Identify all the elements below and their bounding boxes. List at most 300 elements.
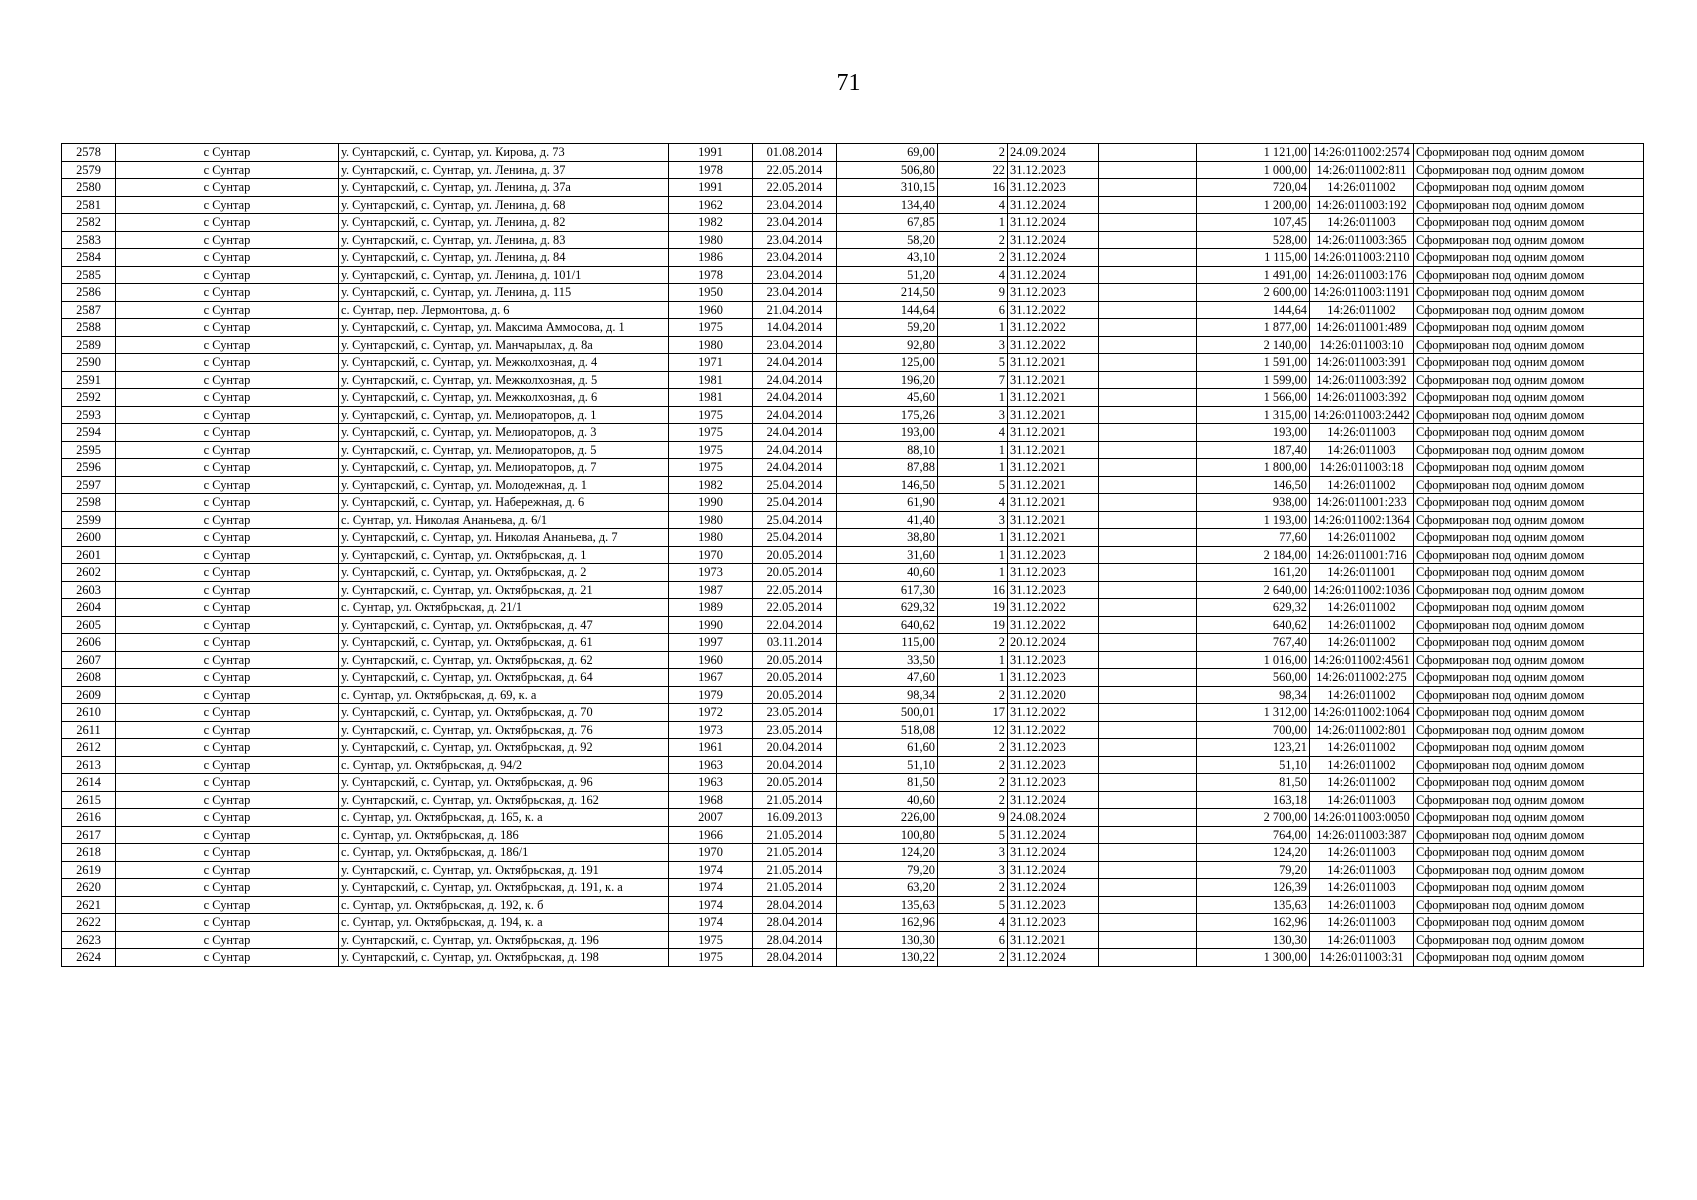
year-built-cell: 1982 (669, 214, 753, 232)
land-area-cell: 720,04 (1197, 179, 1310, 197)
year-built-cell: 1981 (669, 371, 753, 389)
area-cell: 500,01 (837, 704, 938, 722)
row-number: 2605 (62, 616, 116, 634)
address-cell: у. Сунтарский, с. Сунтар, ул. Мелиораторов, д. 3 (339, 424, 669, 442)
registration-date-cell: 24.04.2014 (753, 389, 837, 407)
empty-cell (1099, 826, 1197, 844)
status-cell: Сформирован под одним домом (1414, 301, 1644, 319)
year-built-cell: 1975 (669, 441, 753, 459)
cadastral-number-cell: 14:26:011003 (1310, 441, 1414, 459)
year-built-cell: 1970 (669, 546, 753, 564)
area-cell: 58,20 (837, 231, 938, 249)
registration-date-cell: 24.04.2014 (753, 459, 837, 477)
cadastral-number-cell: 14:26:011002 (1310, 476, 1414, 494)
empty-cell (1099, 231, 1197, 249)
address-cell: с. Сунтар, ул. Октябрьская, д. 192, к. б (339, 896, 669, 914)
registration-date-cell: 20.04.2014 (753, 756, 837, 774)
land-area-cell: 146,50 (1197, 476, 1310, 494)
empty-cell (1099, 441, 1197, 459)
address-cell: у. Сунтарский, с. Сунтар, ул. Октябрьская, д. 76 (339, 721, 669, 739)
registration-date-cell: 20.05.2014 (753, 686, 837, 704)
cadastral-number-cell: 14:26:011003:192 (1310, 196, 1414, 214)
settlement-cell: с Сунтар (116, 791, 339, 809)
table-row (62, 336, 1644, 354)
area-cell: 617,30 (837, 581, 938, 599)
deadline-cell: 31.12.2023 (1008, 581, 1099, 599)
area-cell: 130,22 (837, 949, 938, 967)
row-number: 2597 (62, 476, 116, 494)
units-cell: 1 (938, 669, 1008, 687)
deadline-cell: 31.12.2020 (1008, 686, 1099, 704)
address-cell: у. Сунтарский, с. Сунтар, ул. Молодежная, д. 1 (339, 476, 669, 494)
settlement-cell: с Сунтар (116, 389, 339, 407)
deadline-cell: 31.12.2023 (1008, 739, 1099, 757)
area-cell: 506,80 (837, 161, 938, 179)
area-cell: 40,60 (837, 564, 938, 582)
units-cell: 9 (938, 284, 1008, 302)
registration-date-cell: 23.05.2014 (753, 721, 837, 739)
cadastral-number-cell: 14:26:011003 (1310, 896, 1414, 914)
land-area-cell: 560,00 (1197, 669, 1310, 687)
registration-date-cell: 03.11.2014 (753, 634, 837, 652)
cadastral-number-cell: 14:26:011003:365 (1310, 231, 1414, 249)
cadastral-number-cell: 14:26:011003 (1310, 861, 1414, 879)
table-row (62, 301, 1644, 319)
land-area-cell: 528,00 (1197, 231, 1310, 249)
area-cell: 134,40 (837, 196, 938, 214)
address-cell: у. Сунтарский, с. Сунтар, ул. Мелиораторов, д. 7 (339, 459, 669, 477)
cadastral-number-cell: 14:26:011003 (1310, 791, 1414, 809)
land-area-cell: 135,63 (1197, 896, 1310, 914)
cadastral-number-cell: 14:26:011003 (1310, 424, 1414, 442)
address-cell: у. Сунтарский, с. Сунтар, ул. Октябрьская, д. 162 (339, 791, 669, 809)
empty-cell (1099, 336, 1197, 354)
units-cell: 3 (938, 511, 1008, 529)
empty-cell (1099, 949, 1197, 967)
year-built-cell: 1975 (669, 406, 753, 424)
empty-cell (1099, 739, 1197, 757)
units-cell: 22 (938, 161, 1008, 179)
deadline-cell: 24.09.2024 (1008, 144, 1099, 162)
table-row (62, 371, 1644, 389)
registration-date-cell: 20.05.2014 (753, 669, 837, 687)
table-row (62, 476, 1644, 494)
year-built-cell: 1960 (669, 651, 753, 669)
registration-date-cell: 23.04.2014 (753, 196, 837, 214)
land-area-cell: 1 599,00 (1197, 371, 1310, 389)
empty-cell (1099, 756, 1197, 774)
units-cell: 1 (938, 459, 1008, 477)
settlement-cell: с Сунтар (116, 686, 339, 704)
empty-cell (1099, 651, 1197, 669)
area-cell: 87,88 (837, 459, 938, 477)
deadline-cell: 31.12.2023 (1008, 284, 1099, 302)
units-cell: 17 (938, 704, 1008, 722)
empty-cell (1099, 914, 1197, 932)
status-cell: Сформирован под одним домом (1414, 371, 1644, 389)
registration-date-cell: 22.05.2014 (753, 581, 837, 599)
land-area-cell: 2 640,00 (1197, 581, 1310, 599)
units-cell: 16 (938, 581, 1008, 599)
table-row (62, 581, 1644, 599)
deadline-cell: 31.12.2024 (1008, 879, 1099, 897)
table-row (62, 686, 1644, 704)
address-cell: у. Сунтарский, с. Сунтар, ул. Октябрьская, д. 92 (339, 739, 669, 757)
deadline-cell: 31.12.2021 (1008, 494, 1099, 512)
registration-date-cell: 01.08.2014 (753, 144, 837, 162)
cadastral-number-cell: 14:26:011003:391 (1310, 354, 1414, 372)
row-number: 2614 (62, 774, 116, 792)
area-cell: 640,62 (837, 616, 938, 634)
settlement-cell: с Сунтар (116, 161, 339, 179)
status-cell: Сформирован под одним домом (1414, 721, 1644, 739)
area-cell: 45,60 (837, 389, 938, 407)
row-number: 2609 (62, 686, 116, 704)
units-cell: 2 (938, 774, 1008, 792)
status-cell: Сформирован под одним домом (1414, 599, 1644, 617)
deadline-cell: 31.12.2021 (1008, 371, 1099, 389)
settlement-cell: с Сунтар (116, 459, 339, 477)
cadastral-number-cell: 14:26:011002:811 (1310, 161, 1414, 179)
empty-cell (1099, 424, 1197, 442)
status-cell: Сформирован под одним домом (1414, 249, 1644, 267)
area-cell: 135,63 (837, 896, 938, 914)
table-row (62, 389, 1644, 407)
land-area-cell: 1 200,00 (1197, 196, 1310, 214)
empty-cell (1099, 161, 1197, 179)
deadline-cell: 31.12.2023 (1008, 896, 1099, 914)
year-built-cell: 1982 (669, 476, 753, 494)
deadline-cell: 31.12.2022 (1008, 721, 1099, 739)
year-built-cell: 1975 (669, 949, 753, 967)
land-area-cell: 163,18 (1197, 791, 1310, 809)
settlement-cell: с Сунтар (116, 704, 339, 722)
land-area-cell: 98,34 (1197, 686, 1310, 704)
year-built-cell: 1991 (669, 144, 753, 162)
deadline-cell: 31.12.2024 (1008, 861, 1099, 879)
registration-date-cell: 23.04.2014 (753, 214, 837, 232)
land-area-cell: 162,96 (1197, 914, 1310, 932)
address-cell: у. Сунтарский, с. Сунтар, ул. Ленина, д. 37а (339, 179, 669, 197)
units-cell: 2 (938, 756, 1008, 774)
empty-cell (1099, 861, 1197, 879)
table-row (62, 249, 1644, 267)
empty-cell (1099, 599, 1197, 617)
cadastral-number-cell: 14:26:011001:489 (1310, 319, 1414, 337)
year-built-cell: 1978 (669, 266, 753, 284)
area-cell: 310,15 (837, 179, 938, 197)
land-area-cell: 1 121,00 (1197, 144, 1310, 162)
empty-cell (1099, 266, 1197, 284)
row-number: 2615 (62, 791, 116, 809)
year-built-cell: 1989 (669, 599, 753, 617)
cadastral-number-cell: 14:26:011003 (1310, 879, 1414, 897)
status-cell: Сформирован под одним домом (1414, 494, 1644, 512)
year-built-cell: 1997 (669, 634, 753, 652)
registration-date-cell: 20.04.2014 (753, 739, 837, 757)
year-built-cell: 1961 (669, 739, 753, 757)
land-area-cell: 1 016,00 (1197, 651, 1310, 669)
year-built-cell: 1990 (669, 616, 753, 634)
status-cell: Сформирован под одним домом (1414, 756, 1644, 774)
status-cell: Сформирован под одним домом (1414, 529, 1644, 547)
address-cell: у. Сунтарский, с. Сунтар, ул. Межколхозная, д. 5 (339, 371, 669, 389)
empty-cell (1099, 581, 1197, 599)
area-cell: 47,60 (837, 669, 938, 687)
deadline-cell: 31.12.2021 (1008, 511, 1099, 529)
units-cell: 7 (938, 371, 1008, 389)
cadastral-number-cell: 14:26:011003 (1310, 214, 1414, 232)
page-number: 71 (836, 70, 861, 96)
units-cell: 4 (938, 266, 1008, 284)
year-built-cell: 1975 (669, 459, 753, 477)
area-cell: 214,50 (837, 284, 938, 302)
empty-cell (1099, 179, 1197, 197)
land-area-cell: 107,45 (1197, 214, 1310, 232)
row-number: 2581 (62, 196, 116, 214)
area-cell: 175,26 (837, 406, 938, 424)
status-cell: Сформирован под одним домом (1414, 179, 1644, 197)
area-cell: 51,20 (837, 266, 938, 284)
status-cell: Сформирован под одним домом (1414, 879, 1644, 897)
address-cell: у. Сунтарский, с. Сунтар, ул. Октябрьская, д. 96 (339, 774, 669, 792)
settlement-cell: с Сунтар (116, 179, 339, 197)
row-number: 2590 (62, 354, 116, 372)
land-area-cell: 1 193,00 (1197, 511, 1310, 529)
empty-cell (1099, 284, 1197, 302)
settlement-cell: с Сунтар (116, 546, 339, 564)
row-number: 2584 (62, 249, 116, 267)
deadline-cell: 31.12.2022 (1008, 301, 1099, 319)
status-cell: Сформирован под одним домом (1414, 161, 1644, 179)
address-cell: у. Сунтарский, с. Сунтар, ул. Октябрьская, д. 70 (339, 704, 669, 722)
address-cell: у. Сунтарский, с. Сунтар, ул. Октябрьская, д. 47 (339, 616, 669, 634)
registration-date-cell: 24.04.2014 (753, 406, 837, 424)
table-row (62, 441, 1644, 459)
year-built-cell: 1980 (669, 336, 753, 354)
land-area-cell: 144,64 (1197, 301, 1310, 319)
land-area-cell: 130,30 (1197, 931, 1310, 949)
address-cell: у. Сунтарский, с. Сунтар, ул. Октябрьская, д. 191 (339, 861, 669, 879)
area-cell: 226,00 (837, 809, 938, 827)
address-cell: у. Сунтарский, с. Сунтар, ул. Мелиораторов, д. 5 (339, 441, 669, 459)
year-built-cell: 1974 (669, 914, 753, 932)
status-cell: Сформирован под одним домом (1414, 266, 1644, 284)
registration-date-cell: 21.05.2014 (753, 861, 837, 879)
land-area-cell: 77,60 (1197, 529, 1310, 547)
status-cell: Сформирован под одним домом (1414, 354, 1644, 372)
settlement-cell: с Сунтар (116, 511, 339, 529)
row-number: 2621 (62, 896, 116, 914)
land-area-cell: 2 700,00 (1197, 809, 1310, 827)
registration-date-cell: 21.05.2014 (753, 791, 837, 809)
units-cell: 6 (938, 931, 1008, 949)
registration-date-cell: 22.05.2014 (753, 161, 837, 179)
row-number: 2604 (62, 599, 116, 617)
deadline-cell: 31.12.2021 (1008, 406, 1099, 424)
settlement-cell: с Сунтар (116, 651, 339, 669)
deadline-cell: 31.12.2024 (1008, 214, 1099, 232)
year-built-cell: 1987 (669, 581, 753, 599)
address-cell: у. Сунтарский, с. Сунтар, ул. Ленина, д. 82 (339, 214, 669, 232)
status-cell: Сформирован под одним домом (1414, 564, 1644, 582)
deadline-cell: 31.12.2024 (1008, 826, 1099, 844)
year-built-cell: 1975 (669, 424, 753, 442)
empty-cell (1099, 721, 1197, 739)
year-built-cell: 1962 (669, 196, 753, 214)
land-area-cell: 124,20 (1197, 844, 1310, 862)
deadline-cell: 24.08.2024 (1008, 809, 1099, 827)
table-row (62, 879, 1644, 897)
address-cell: у. Сунтарский, с. Сунтар, ул. Ленина, д. 101/1 (339, 266, 669, 284)
year-built-cell: 1975 (669, 931, 753, 949)
settlement-cell: с Сунтар (116, 826, 339, 844)
cadastral-number-cell: 14:26:011002 (1310, 179, 1414, 197)
row-number: 2617 (62, 826, 116, 844)
units-cell: 5 (938, 476, 1008, 494)
cadastral-number-cell: 14:26:011002:275 (1310, 669, 1414, 687)
address-cell: с. Сунтар, ул. Октябрьская, д. 186/1 (339, 844, 669, 862)
deadline-cell: 31.12.2021 (1008, 441, 1099, 459)
empty-cell (1099, 406, 1197, 424)
area-cell: 88,10 (837, 441, 938, 459)
cadastral-number-cell: 14:26:011001:233 (1310, 494, 1414, 512)
year-built-cell: 1978 (669, 161, 753, 179)
year-built-cell: 1974 (669, 861, 753, 879)
units-cell: 3 (938, 406, 1008, 424)
table-row (62, 459, 1644, 477)
settlement-cell: с Сунтар (116, 266, 339, 284)
empty-cell (1099, 896, 1197, 914)
table-row (62, 774, 1644, 792)
year-built-cell: 1973 (669, 564, 753, 582)
cadastral-number-cell: 14:26:011002 (1310, 774, 1414, 792)
address-cell: с. Сунтар, ул. Октябрьская, д. 94/2 (339, 756, 669, 774)
land-area-cell: 629,32 (1197, 599, 1310, 617)
area-cell: 79,20 (837, 861, 938, 879)
settlement-cell: с Сунтар (116, 756, 339, 774)
empty-cell (1099, 371, 1197, 389)
settlement-cell: с Сунтар (116, 949, 339, 967)
status-cell: Сформирован под одним домом (1414, 634, 1644, 652)
row-number: 2599 (62, 511, 116, 529)
year-built-cell: 1950 (669, 284, 753, 302)
area-cell: 33,50 (837, 651, 938, 669)
status-cell: Сформирован под одним домом (1414, 861, 1644, 879)
area-cell: 40,60 (837, 791, 938, 809)
deadline-cell: 31.12.2022 (1008, 599, 1099, 617)
empty-cell (1099, 669, 1197, 687)
deadline-cell: 31.12.2023 (1008, 669, 1099, 687)
address-cell: у. Сунтарский, с. Сунтар, ул. Ленина, д. 84 (339, 249, 669, 267)
table-row (62, 564, 1644, 582)
address-cell: у. Сунтарский, с. Сунтар, ул. Межколхозная, д. 6 (339, 389, 669, 407)
units-cell: 2 (938, 879, 1008, 897)
cadastral-number-cell: 14:26:011003:10 (1310, 336, 1414, 354)
year-built-cell: 1991 (669, 179, 753, 197)
units-cell: 19 (938, 599, 1008, 617)
table-row (62, 914, 1644, 932)
year-built-cell: 1967 (669, 669, 753, 687)
row-number: 2595 (62, 441, 116, 459)
empty-cell (1099, 301, 1197, 319)
area-cell: 144,64 (837, 301, 938, 319)
row-number: 2582 (62, 214, 116, 232)
registration-date-cell: 20.05.2014 (753, 651, 837, 669)
table-row (62, 196, 1644, 214)
units-cell: 1 (938, 651, 1008, 669)
settlement-cell: с Сунтар (116, 336, 339, 354)
deadline-cell: 31.12.2023 (1008, 546, 1099, 564)
deadline-cell: 31.12.2024 (1008, 791, 1099, 809)
table-row (62, 161, 1644, 179)
settlement-cell: с Сунтар (116, 476, 339, 494)
table-row (62, 529, 1644, 547)
status-cell: Сформирован под одним домом (1414, 511, 1644, 529)
area-cell: 59,20 (837, 319, 938, 337)
settlement-cell: с Сунтар (116, 616, 339, 634)
units-cell: 19 (938, 616, 1008, 634)
year-built-cell: 1974 (669, 896, 753, 914)
year-built-cell: 1986 (669, 249, 753, 267)
housing-registry-table (61, 143, 1644, 967)
deadline-cell: 31.12.2024 (1008, 949, 1099, 967)
row-number: 2601 (62, 546, 116, 564)
registration-date-cell: 22.04.2014 (753, 616, 837, 634)
address-cell: с. Сунтар, ул. Октябрьская, д. 21/1 (339, 599, 669, 617)
empty-cell (1099, 616, 1197, 634)
cadastral-number-cell: 14:26:011002:4561 (1310, 651, 1414, 669)
registration-date-cell: 21.05.2014 (753, 879, 837, 897)
address-cell: у. Сунтарский, с. Сунтар, ул. Октябрьская, д. 191, к. а (339, 879, 669, 897)
registration-date-cell: 21.05.2014 (753, 826, 837, 844)
address-cell: у. Сунтарский, с. Сунтар, ул. Октябрьская, д. 196 (339, 931, 669, 949)
land-area-cell: 1 315,00 (1197, 406, 1310, 424)
land-area-cell: 700,00 (1197, 721, 1310, 739)
land-area-cell: 1 491,00 (1197, 266, 1310, 284)
deadline-cell: 31.12.2024 (1008, 249, 1099, 267)
year-built-cell: 1975 (669, 319, 753, 337)
table-row (62, 721, 1644, 739)
address-cell: у. Сунтарский, с. Сунтар, ул. Октябрьская, д. 64 (339, 669, 669, 687)
status-cell: Сформирован под одним домом (1414, 424, 1644, 442)
table-row (62, 266, 1644, 284)
units-cell: 2 (938, 739, 1008, 757)
cadastral-number-cell: 14:26:011002 (1310, 529, 1414, 547)
row-number: 2596 (62, 459, 116, 477)
address-cell: с. Сунтар, ул. Октябрьская, д. 194, к. а (339, 914, 669, 932)
settlement-cell: с Сунтар (116, 861, 339, 879)
settlement-cell: с Сунтар (116, 371, 339, 389)
settlement-cell: с Сунтар (116, 424, 339, 442)
table-row (62, 861, 1644, 879)
area-cell: 61,90 (837, 494, 938, 512)
area-cell: 115,00 (837, 634, 938, 652)
units-cell: 16 (938, 179, 1008, 197)
deadline-cell: 31.12.2023 (1008, 914, 1099, 932)
registration-date-cell: 23.04.2014 (753, 231, 837, 249)
status-cell: Сформирован под одним домом (1414, 581, 1644, 599)
cadastral-number-cell: 14:26:011003:2442 (1310, 406, 1414, 424)
row-number: 2606 (62, 634, 116, 652)
table-row (62, 896, 1644, 914)
land-area-cell: 126,39 (1197, 879, 1310, 897)
address-cell: с. Сунтар, пер. Лермонтова, д. 6 (339, 301, 669, 319)
table-row (62, 319, 1644, 337)
year-built-cell: 1970 (669, 844, 753, 862)
deadline-cell: 31.12.2021 (1008, 424, 1099, 442)
row-number: 2588 (62, 319, 116, 337)
